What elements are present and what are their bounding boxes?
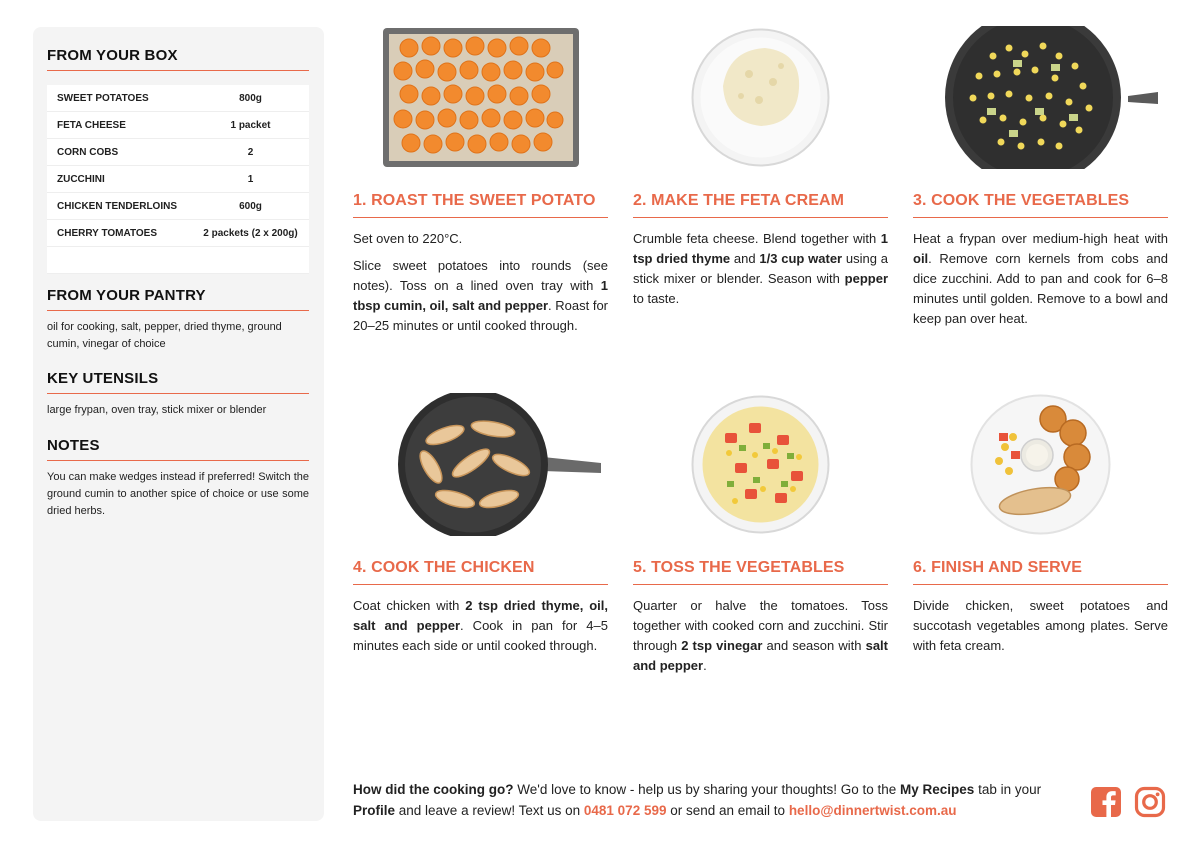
step-5 (633, 393, 888, 683)
step-body (913, 596, 1168, 656)
step-title: 3. COOK THE VEGETABLES (913, 192, 1168, 218)
table-row (47, 166, 309, 193)
step-body (353, 596, 608, 656)
notes-text: You can make wedges instead if preferred! Switch the ground cumin to another spice of choice or use some dried herbs. (47, 471, 309, 517)
ingredient-name: FETA CHEESE (47, 112, 192, 139)
step-title: 5. TOSS THE VEGETABLES (633, 559, 888, 585)
ingredients-sidebar (33, 27, 324, 821)
step-body (633, 229, 888, 309)
step-4 (353, 393, 608, 663)
ingredient-qty: 2 (192, 139, 309, 166)
ingredient-qty: 800g (192, 85, 309, 112)
ingredient-qty: 1 (192, 166, 309, 193)
step-body (633, 596, 888, 676)
ingredient-qty: 2 packets (2 x 200g) (192, 220, 309, 247)
step-3 (913, 26, 1168, 336)
pantry-section (47, 287, 309, 353)
table-row (47, 139, 309, 166)
email-link[interactable]: hello@dinnertwist.com.au (788, 803, 957, 818)
feta-cream-image (633, 26, 888, 169)
ingredient-qty: 1 packet (192, 112, 309, 139)
step-text: Coat chicken with 2 tsp dried thyme, oil, salt and pepper. Cook in pan for 4–5 minutes each side or until cooked through. (353, 598, 608, 653)
ingredient-name: CORN COBS (47, 139, 192, 166)
table-row (47, 193, 309, 220)
profile-label: Profile (353, 803, 396, 818)
step-text: Divide chicken, sweet potatoes and succotash vegetables among plates. Serve with feta cream. (913, 598, 1168, 653)
table-row (47, 112, 309, 139)
feedback-question: How did the cooking go? (353, 782, 514, 797)
utensils-heading: KEY UTENSILS (47, 370, 309, 394)
step-body (913, 229, 1168, 329)
step-text: Slice sweet potatoes into rounds (see notes). Toss on a lined oven tray with 1 tbsp cumin, oil, salt and pepper. Roast for 20–25 minutes or until cooked through. (353, 258, 608, 333)
utensils-text: large frypan, oven tray, stick mixer or blender (47, 404, 267, 416)
table-row (47, 85, 309, 112)
step-6 (913, 393, 1168, 663)
ingredient-name: CHERRY TOMATOES (47, 220, 192, 247)
step-title: 4. COOK THE CHICKEN (353, 559, 608, 585)
served-plate-image (913, 393, 1168, 536)
table-row (47, 220, 309, 247)
step-title: 1. ROAST THE SWEET POTATO (353, 192, 608, 218)
step-1 (353, 26, 608, 343)
pantry-heading: FROM YOUR PANTRY (47, 287, 309, 311)
step-title: 6. FINISH AND SERVE (913, 559, 1168, 585)
footer-text: and leave a review! Text us on (395, 803, 584, 818)
my-recipes-label: My Recipes (900, 782, 975, 797)
step-2 (633, 26, 888, 316)
notes-heading: NOTES (47, 437, 309, 461)
pantry-text: oil for cooking, salt, pepper, dried thyme, ground cumin, vinegar of choice (47, 321, 282, 350)
phone-link[interactable]: 0481 072 599 (583, 803, 667, 818)
step-text: Quarter or halve the tomatoes. Toss together with cooked corn and zucchini. Stir through 2 tsp vinegar and season with salt and pepper. (633, 598, 888, 673)
footer-text: We'd love to know - help us by sharing your thoughts! Go to the (513, 782, 901, 797)
corn-zucchini-pan-image (913, 26, 1168, 169)
ingredient-name: CHICKEN TENDERLOINS (47, 193, 192, 220)
ingredient-name: SWEET POTATOES (47, 85, 192, 112)
roasted-sweet-potato-image (353, 26, 608, 169)
ingredients-table (47, 85, 309, 274)
footer-text: or send an email to (666, 803, 789, 818)
step-text: Heat a frypan over medium-high heat with oil. Remove corn kernels from cobs and dice zucchini. Add to pan and cook for 6–8 minutes until golden. Remove to a bowl and keep pan over heat. (913, 231, 1168, 326)
chicken-frypan-image (353, 393, 608, 536)
step-text: Crumble feta cheese. Blend together with 1 tsp dried thyme and 1/3 cup water using a stick mixer or blender. Season with pepper to taste. (633, 231, 888, 306)
utensils-section (47, 370, 309, 419)
notes-section (47, 437, 309, 520)
step-text: Set oven to 220°C. (353, 231, 463, 246)
box-heading: FROM YOUR BOX (47, 47, 309, 71)
ingredient-name: ZUCCHINI (47, 166, 192, 193)
facebook-icon[interactable] (1090, 786, 1122, 823)
ingredient-qty: 600g (192, 193, 309, 220)
step-title: 2. MAKE THE FETA CREAM (633, 192, 888, 218)
box-section (47, 47, 309, 274)
feedback-footer (353, 779, 1073, 821)
succotash-bowl-image (633, 393, 888, 536)
instagram-icon[interactable] (1134, 786, 1166, 823)
footer-text: tab in your (974, 782, 1042, 797)
table-row-empty (47, 247, 309, 274)
step-body (353, 229, 608, 336)
